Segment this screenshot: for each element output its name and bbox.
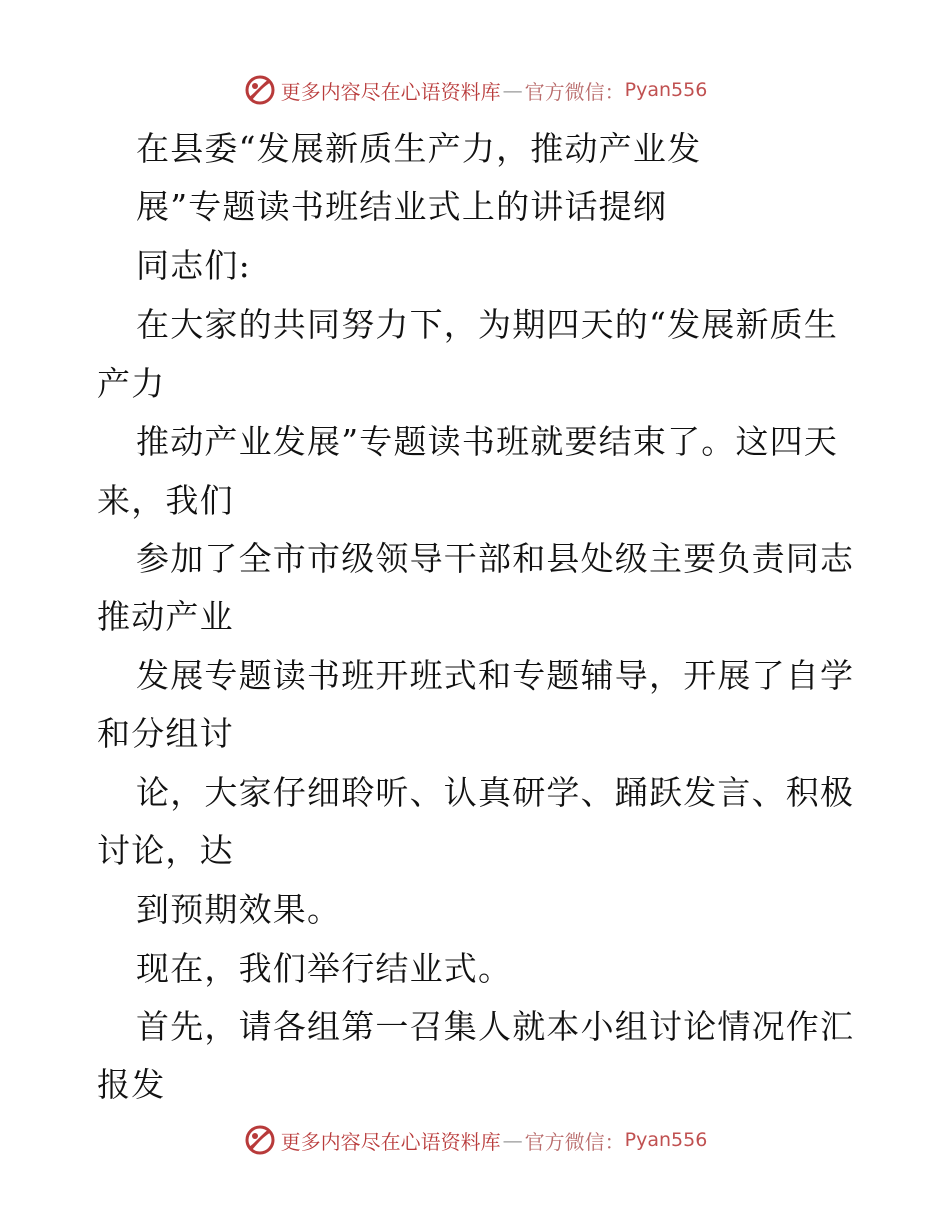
title-line-2: 展”专题读书班结业式上的讲话提纲: [136, 187, 668, 226]
paragraph-line: 论，大家仔细聆听、认真研学、踊跃发言、积极: [136, 773, 855, 812]
watermark-header: [0, 70, 950, 110]
pen-logo-icon: [243, 1123, 277, 1157]
watermark-wechat-id: Pyan556: [624, 1129, 708, 1151]
paragraph-line: 和分组讨: [97, 714, 234, 753]
watermark-separator: —: [502, 1128, 523, 1152]
watermark-wechat-label: 官方微信：: [524, 79, 625, 104]
paragraph-line: 推动产业发展”专题读书班就要结束了。这四天: [136, 422, 839, 461]
pen-logo-icon: [243, 73, 277, 107]
paragraph-line: 讨论，达: [97, 831, 234, 870]
watermark-wechat-label: 官方微信：: [524, 1129, 625, 1154]
watermark-text: 更多内容尽在心语资料库: [280, 79, 501, 104]
paragraph-line: 现在，我们举行结业式。: [136, 949, 513, 988]
watermark-wechat-id: Pyan556: [624, 79, 708, 101]
title-line-1: 在县委“发展新质生产力，推动产业发: [136, 129, 702, 168]
paragraph-line: 报发: [97, 1065, 166, 1104]
watermark-separator: —: [502, 78, 523, 102]
paragraph-line: 产力: [97, 364, 166, 403]
paragraph-line: 在大家的共同努力下，为期四天的“发展新质生: [136, 305, 839, 344]
paragraph-line: 来，我们: [97, 481, 234, 520]
paragraph-line: 发展专题读书班开班式和专题辅导，开展了自学: [136, 656, 855, 695]
paragraph-line: 首先，请各组第一召集人就本小组讨论情况作汇: [136, 1007, 855, 1046]
watermark-footer: [0, 1120, 950, 1160]
salutation: 同志们:: [136, 246, 251, 285]
paragraph-line: 推动产业: [97, 597, 234, 636]
paragraph-line: 到预期效果。: [136, 890, 342, 929]
watermark-text: 更多内容尽在心语资料库: [280, 1129, 501, 1154]
paragraph-line: 参加了全市市级领导干部和县处级主要负责同志: [136, 539, 855, 578]
